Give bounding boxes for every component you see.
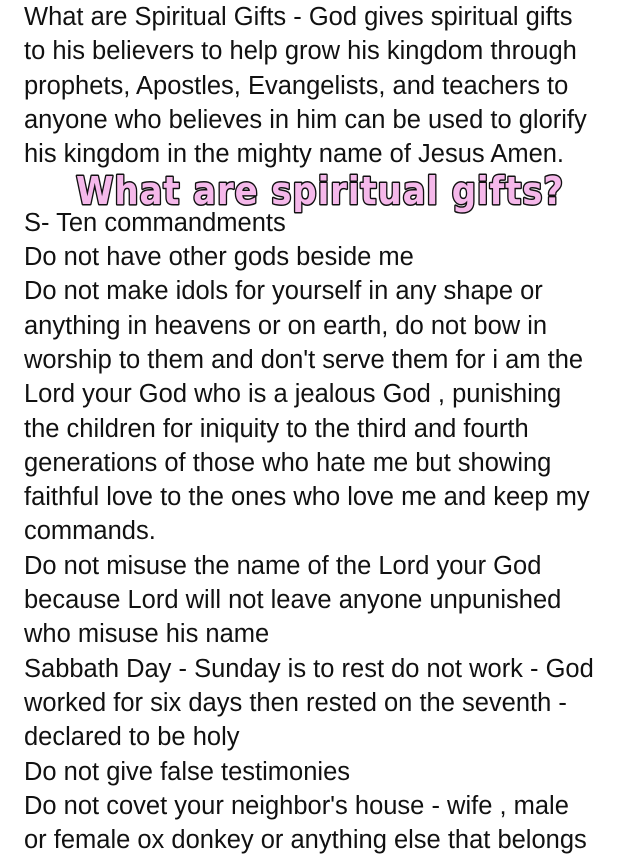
note-line: who misuse his name [24, 620, 270, 649]
note-line: What are Spiritual Gifts - God gives spiritual gifts [24, 3, 573, 31]
note-line: generations of those who hate me but showing [24, 448, 552, 477]
sticker-title-text: What are spiritual gifts? [76, 169, 564, 213]
note-line: Do not make idols for yourself in any shape or [24, 277, 543, 306]
note-line: his kingdom in the mighty name of Jesus Amen. [24, 140, 565, 169]
note-line: S- Ten commandments [24, 208, 286, 237]
note-line: because Lord will not leave anyone unpunished [24, 586, 562, 615]
note-line: Sabbath Day - Sunday is to rest do not work - God [24, 654, 594, 683]
note-line: anyone who believes in him can be used to glorify [24, 105, 587, 134]
note-line: prophets, Apostles, Evangelists, and teachers to [24, 71, 569, 100]
note-line: Do not give false testimonies [24, 757, 350, 786]
note-line: Do not have other gods beside me [24, 243, 414, 272]
note-line: worship to them and don't serve them for i am the [24, 345, 584, 374]
note-line: the children for iniquity to the third and fourth [24, 414, 529, 443]
note-line: Lord your God who is a jealous God , punishing [24, 380, 562, 409]
note-line: commands. [24, 517, 156, 546]
note-line: faithful love to the ones who love me and keep my [24, 483, 590, 512]
note-line: anything in heavens or on earth, do not bow in [24, 311, 548, 340]
note-line: Do not misuse the name of the Lord your God [24, 551, 542, 580]
note-line: Do not covet your neighbor's house - wife , male [24, 791, 569, 820]
note-line: to his believers to help grow his kingdom through [24, 37, 577, 66]
note-line: or female ox donkey or anything else that belongs [24, 826, 587, 855]
note-body[interactable] [24, 0, 636, 857]
note-line-blank [24, 171, 636, 205]
note-line: declared to be holy [24, 723, 240, 752]
note-line: worked for six days then rested on the seventh - [24, 688, 567, 717]
